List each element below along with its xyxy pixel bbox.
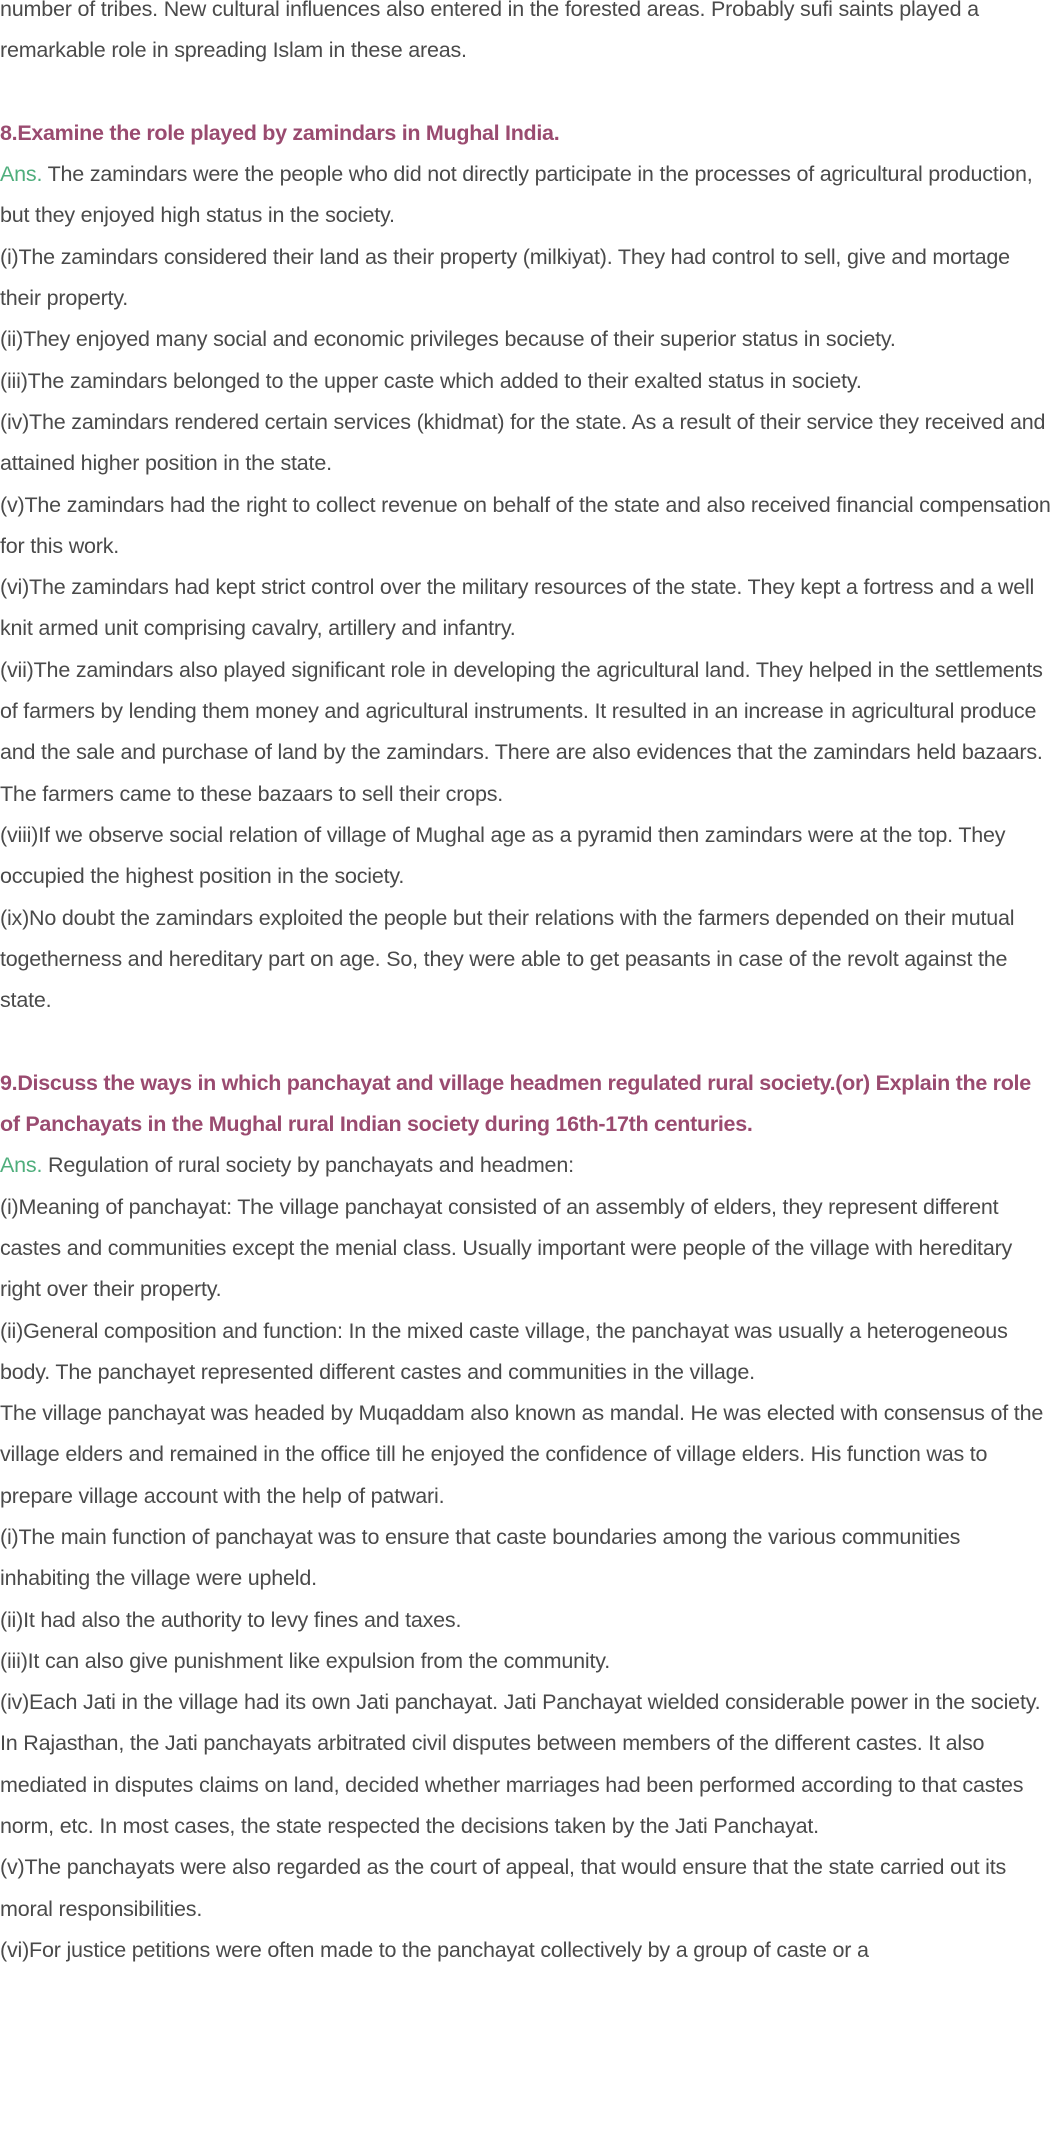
answer-8-intro-text: The zamindars were the people who did not directly participate in the processes of agricultural production, but they enjoyed high status in the society.: [0, 162, 1033, 228]
answer-9-function-1: (i)The main function of panchayat was to ensure that caste boundaries among the various communities inhabiting the village were upheld.: [0, 1524, 961, 1591]
answer-9-headman-paragraph: The village panchayat was headed by Muqaddam also known as mandal. He was elected with consensus of the village elders and remained in the office till he enjoyed the confidence of village elders. His function was to prepare village account with the help of patwari.: [0, 1401, 1044, 1508]
answer-8-point-4: (iv)The zamindars rendered certain services (khidmat) for the state. As a result of their service they received and attained higher position in the state.: [0, 409, 1046, 476]
answer-9-function-4: (iv)Each Jati in the village had its own Jati panchayat. Jati Panchayat wielded considerable power in the society. In Rajasthan, the Jati panchayats arbitrated civil disputes between members of the different castes. It also mediated in disputes claims on land, decided whether marriages had been performed according to that castes norm, etc. In most cases, the state respected the decisions taken by the Jati Panchayat.: [0, 1690, 1041, 1839]
answer-8-point-8: (viii)If we observe social relation of village of Mughal age as a pyramid then zamindars were at the top. They occupied the highest position in the society.: [0, 822, 1006, 889]
answer-9-intro-text: Regulation of rural society by panchayats and headmen:: [42, 1153, 574, 1178]
answer-label: Ans.: [0, 1153, 43, 1178]
section-spacer: [0, 1021, 1054, 1062]
answer-8-point-7: (vii)The zamindars also played significant role in developing the agricultural land. They helped in the settlements of farmers by lending them money and agricultural instruments. It resulted in an increase in agricultural produce and the sale and purchase of land by the zamindars. There are also evidences that the zamindars held bazaars. The farmers came to these bazaars to sell their crops.: [0, 657, 1043, 806]
answer-8-point-1: (i)The zamindars considered their land as their property (milkiyat). They had control to sell, give and mortage their property.: [0, 244, 1010, 311]
answer-8-point-3: (iii)The zamindars belonged to the upper caste which added to their exalted status in society.: [0, 368, 862, 393]
answer-9-function-6: (vi)For justice petitions were often made to the panchayat collectively by a group of caste or a: [0, 1937, 869, 1962]
answer-9-point-1: (i)Meaning of panchayat: The village panchayat consisted of an assembly of elders, they represent different castes and communities except the menial class. Usually important were people of the village with hereditary right over their property.: [0, 1194, 1013, 1302]
answer-label: Ans.: [0, 162, 43, 187]
question-8-heading: 8.Examine the role played by zamindars in Mughal India.: [0, 120, 560, 145]
question-8-section: [0, 113, 1054, 1022]
answer-9-function-3: (iii)It can also give punishment like expulsion from the community.: [0, 1648, 610, 1673]
answer-9-function-2: (ii)It had also the authority to levy fines and taxes.: [0, 1607, 462, 1632]
answer-8-point-5: (v)The zamindars had the right to collect revenue on behalf of the state and also received financial compensation for this work.: [0, 492, 1051, 558]
intro-paragraph: number of tribes. New cultural influences also entered in the forested areas. Probably sufi saints played a remarkable role in spreading Islam in these areas.: [0, 0, 979, 63]
answer-8-point-6: (vi)The zamindars had kept strict control over the military resources of the state. They kept a fortress and a well knit armed unit comprising cavalry, artillery and infantry.: [0, 575, 1035, 641]
question-9-heading: 9.Discuss the ways in which panchayat and village headmen regulated rural society.(or) Explain the role of Panchayats in the Mughal rural Indian society during 16th-17th centuries.: [0, 1070, 1031, 1137]
answer-8-point-9: (ix)No doubt the zamindars exploited the people but their relations with the farmers depended on their mutual togetherness and hereditary part on age. So, they were able to get peasants in case of the revolt against the state.: [0, 905, 1015, 1013]
answer-8-point-2: (ii)They enjoyed many social and economic privileges because of their superior status in society.: [0, 327, 896, 352]
question-9-section: [0, 1063, 1054, 1972]
answer-8-intro: [0, 154, 1054, 237]
answer-9-point-2: (ii)General composition and function: In the mixed caste village, the panchayat was usually a heterogeneous body. The panchayet represented different castes and communities in the village.: [0, 1318, 1008, 1384]
section-spacer: [0, 72, 1054, 113]
answer-9-intro: [0, 1145, 1054, 1186]
answer-9-function-5: (v)The panchayats were also regarded as the court of appeal, that would ensure that the state carried out its moral responsibilities.: [0, 1855, 1007, 1921]
